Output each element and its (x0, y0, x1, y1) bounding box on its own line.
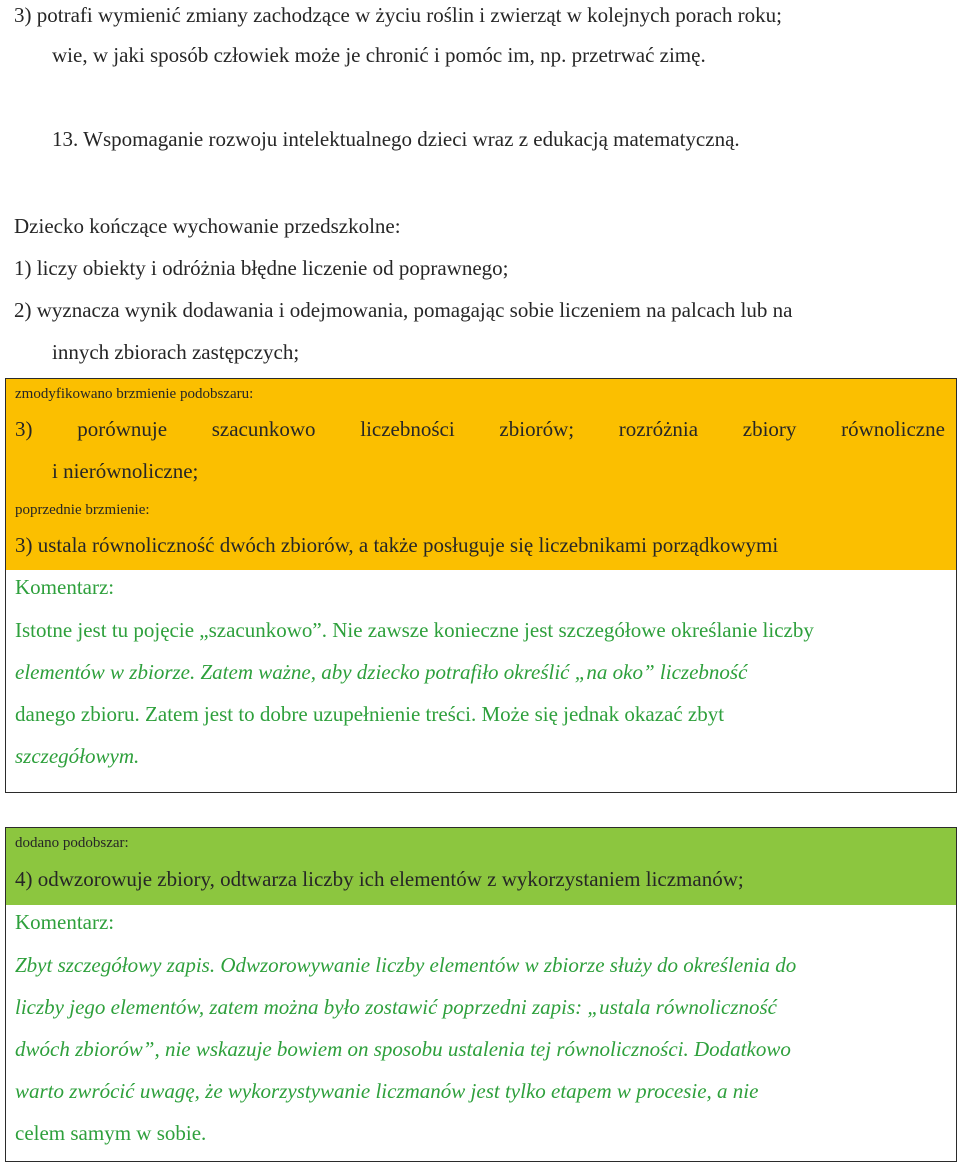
word: rozróżnia (618, 417, 699, 441)
comment-label: Komentarz: (15, 575, 115, 599)
comment-2-line-1: Zbyt szczegółowy zapis. Odwzorowywanie liczby elementów w zbiorze służy do określenia do (15, 953, 797, 977)
comment-2-line-3: dwóch zbiorów”, nie wskazuje bowiem on sposobu ustalenia tej równoliczności. Dodatkowo (15, 1037, 791, 1061)
comment-1-line-1: Istotne jest tu pojęcie „szacunkowo”. Nie zawsze konieczne jest szczegółowe określanie liczby (15, 618, 814, 642)
word: zbiory (742, 417, 797, 441)
word: zbiorów; (499, 417, 575, 441)
comment-2-line-4: warto zwrócić uwagę, że wykorzystywanie liczmanów jest tylko etapem w procesie, a nie (15, 1079, 759, 1103)
word: porównuje (77, 417, 168, 441)
item-2-text-line-1: 2) wyznacza wynik dodawania i odejmowania, pomagając sobie liczeniem na palcach lub na (14, 298, 793, 322)
comment-2-line-2: liczby jego elementów, zatem można było zostawić poprzedni zapis: „ustala równoliczność (15, 995, 777, 1019)
comment-label: Komentarz: (15, 910, 115, 934)
previous-label: poprzednie brzmienie: (15, 502, 150, 518)
word: szacunkowo (211, 417, 316, 441)
item-2-text-line-2: innych zbiorach zastępczych; (52, 340, 300, 364)
comment-1-line-3: danego zbioru. Zatem jest to dobre uzupełnienie treści. Może się jednak okazać zbyt (15, 702, 725, 726)
modified-label: zmodyfikowano brzmienie podobszaru: (15, 386, 254, 402)
comment-1-line-2: elementów w zbiorze. Zatem ważne, aby dziecko potrafiło określić „na oko” liczebność (15, 660, 748, 684)
comment-1-line-4: szczegółowym. (15, 744, 140, 768)
word: równoliczne (841, 417, 945, 441)
new-item-3-line-2: i nierównoliczne; (52, 459, 199, 483)
section-heading: 13. Wspomaganie rozwoju intelektualnego dzieci wraz z edukacją matematyczną. (52, 127, 740, 151)
item-3-text-line-2: wie, w jaki sposób człowiek może je chronić i pomóc im, np. przetrwać zimę. (52, 43, 706, 67)
added-label: dodano podobszar: (15, 835, 129, 851)
word: 3) (15, 417, 33, 441)
intro-text: Dziecko kończące wychowanie przedszkolne: (14, 214, 401, 238)
word: liczebności (360, 417, 455, 441)
new-item-3-line-1 (15, 416, 945, 442)
item-3-text-line-1: 3) potrafi wymienić zmiany zachodzące w życiu roślin i zwierząt w kolejnych porach roku; (14, 3, 782, 27)
new-item-4-text: 4) odwzorowuje zbiory, odtwarza liczby ich elementów z wykorzystaniem liczmanów; (15, 867, 744, 891)
item-1-text: 1) liczy obiekty i odróżnia błędne liczenie od poprawnego; (14, 256, 509, 280)
old-item-3-text: 3) ustala równoliczność dwóch zbiorów, a także posługuje się liczebnikami porządkowymi (15, 533, 779, 557)
comment-2-line-5: celem samym w sobie. (15, 1121, 207, 1145)
